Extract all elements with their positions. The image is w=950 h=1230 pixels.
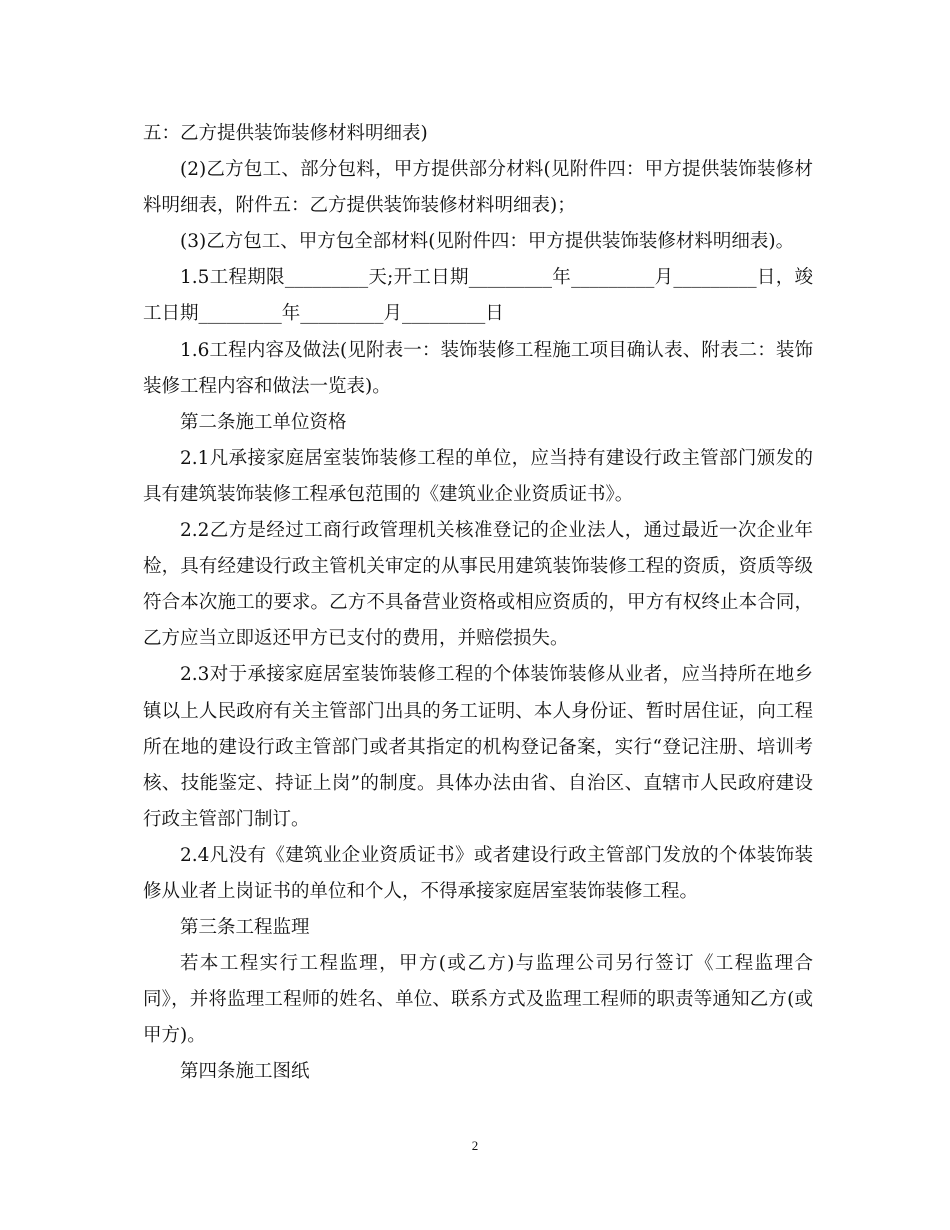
paragraph-1-5-duration: 1.5工程期限_________天;开工日期_________年_________月_________日，竣工日期_________年_________月_________日: [143, 267, 813, 325]
heading-article-4: 第四条施工图纸: [180, 1061, 310, 1083]
paragraph-option-2: (2)乙方包工、部分包料，甲方提供部分材料(见附件四：甲方提供装饰装修材料明细表，附件五：乙方提供装饰装修材料明细表)；: [143, 159, 813, 217]
paragraph-2-2: 2.2乙方是经过工商行政管理机关核准登记的企业法人，通过最近一次企业年检，具有经建设行政主管机关审定的从事民用建筑装饰装修工程的资质，资质等级符合本次施工的要求。乙方不具备营业资格或相应资质的，甲方有权终止本合同，乙方应当立即返还甲方已支付的费用，并赔偿损失。: [143, 520, 813, 650]
document-body: [143, 116, 813, 1091]
paragraph-2-4: 2.4凡没有《建筑业企业资质证书》或者建设行政主管部门发放的个体装饰装修从业者上岗证书的单位和个人，不得承接家庭居室装饰装修工程。: [143, 844, 813, 902]
paragraph-attachment-five-tail: 五：乙方提供装饰装修材料明细表): [143, 123, 428, 144]
paragraph-2-1: 2.1凡承接家庭居室装饰装修工程的单位，应当持有建设行政主管部门颁发的具有建筑装饰装修工程承包范围的《建筑业企业资质证书》。: [143, 447, 813, 505]
paragraph-1-6-content: 1.6工程内容及做法(见附表一：装饰装修工程施工项目确认表、附表二：装饰装修工程内容和做法一览表)。: [143, 339, 813, 397]
heading-article-2: 第二条施工单位资格: [180, 411, 347, 433]
paragraph-option-3: (3)乙方包工、甲方包全部材料(见附件四：甲方提供装饰装修材料明细表)。: [180, 231, 795, 253]
paragraph-article-3-body: 若本工程实行工程监理，甲方(或乙方)与监理公司另行签订《工程监理合同》，并将监理工程师的姓名、单位、联系方式及监理工程师的职责等通知乙方(或甲方)。: [143, 953, 813, 1047]
page-number: 2: [471, 1138, 479, 1153]
paragraph-2-3: 2.3对于承接家庭居室装饰装修工程的个体装饰装修从业者，应当持所在地乡镇以上人民政府有关主管部门出具的务工证明、本人身份证、暂时居住证，向工程所在地的建设行政主管部门或者其指定的机构登记备案，实行“登记注册、培训考核、技能鉴定、持证上岗”的制度。具体办法由省、自治区、直辖市人民政府建设行政主管部门制订。: [143, 664, 813, 830]
heading-article-3: 第三条工程监理: [180, 917, 310, 939]
